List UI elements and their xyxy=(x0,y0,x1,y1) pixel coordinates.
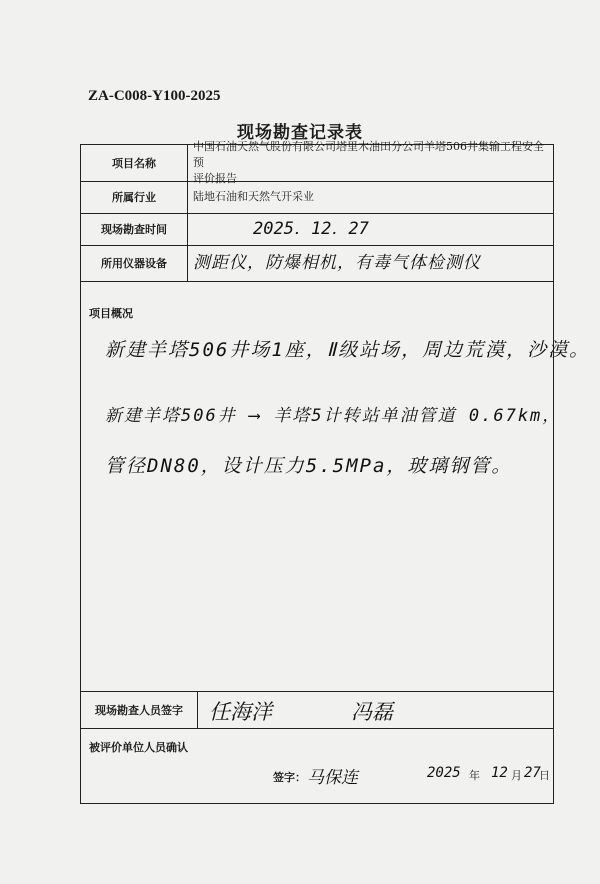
page-title: 现场勘查记录表 xyxy=(237,123,363,143)
survey-time-value: 2025．12．27 xyxy=(253,219,369,239)
industry-label: 所属行业 xyxy=(81,181,188,213)
row-surveyors xyxy=(81,691,553,729)
surveyor-signature-2: 冯磊 xyxy=(351,700,393,724)
instruments-value: 测距仪，防爆相机，有毒气体检测仪 xyxy=(193,253,481,273)
row-instruments xyxy=(81,245,553,282)
row-project-name xyxy=(81,140,553,185)
confirm-year-suffix: 年 xyxy=(469,769,480,782)
survey-time-label: 现场勘查时间 xyxy=(81,213,188,245)
instruments-label: 所用仪器设备 xyxy=(81,245,188,281)
overview-line-1: 新建羊塔506井场1座，Ⅱ级站场，周边荒漠，沙漠。 xyxy=(105,339,591,361)
surveyors-label: 现场勘查人员签字 xyxy=(81,692,198,728)
overview-line-3: 管径DN80，设计压力5.5MPa，玻璃钢管。 xyxy=(105,455,513,477)
confirm-day: 27 xyxy=(524,765,541,781)
project-name-value xyxy=(193,140,545,185)
document-code: ZA-C008-Y100-2025 xyxy=(88,88,221,104)
row-survey-time xyxy=(81,213,553,246)
confirm-month-suffix: 月 xyxy=(511,769,522,782)
industry-value: 陆地石油和天然气开采业 xyxy=(193,190,314,203)
project-name-label: 项目名称 xyxy=(81,145,188,181)
overview-line-2: 新建羊塔506井 ⟶ 羊塔5计转站单油管道 0.67km， xyxy=(105,406,562,426)
confirm-year: 2025 xyxy=(427,765,461,781)
surveyor-signature-1: 任海洋 xyxy=(209,700,272,724)
record-table xyxy=(80,140,591,804)
project-name-line1: 中国石油天然气股份有限公司塔里木油田分公司羊塔506井集输工程安全预 xyxy=(193,140,544,169)
confirm-sign-label: 签字： xyxy=(273,771,306,784)
confirm-label: 被评价单位人员确认 xyxy=(89,741,188,754)
confirm-month: 12 xyxy=(491,765,508,781)
overview-label: 项目概况 xyxy=(89,307,133,320)
project-name-line2: 评价报告 xyxy=(193,172,237,185)
confirm-day-suffix: 日 xyxy=(539,769,550,782)
confirm-signature: 马保连 xyxy=(307,768,358,788)
row-industry xyxy=(81,181,553,214)
